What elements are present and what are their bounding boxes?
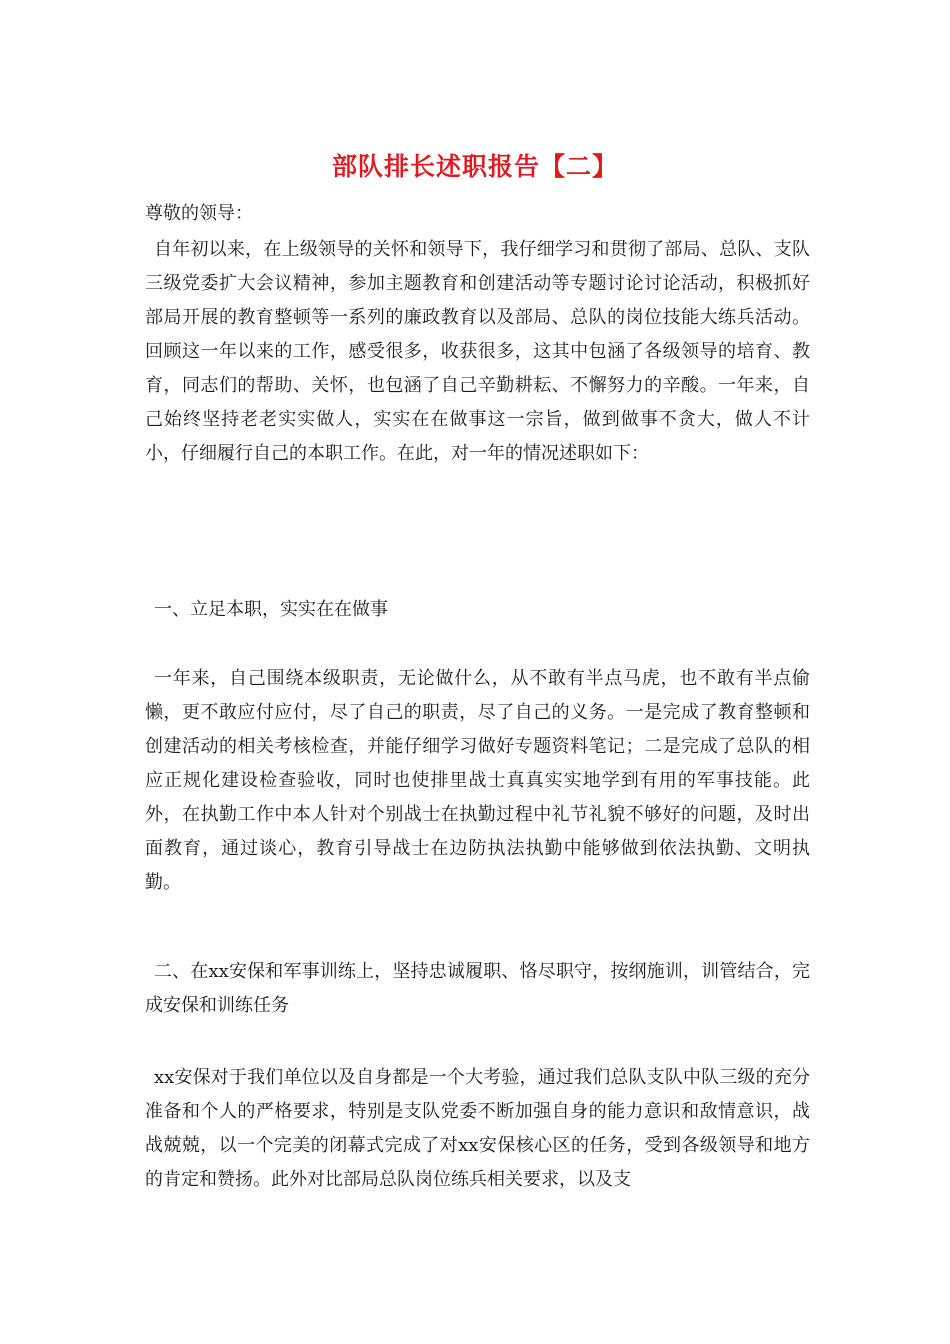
paragraph-section-2: xx安保对于我们单位以及自身都是一个大考验，通过我们总队支队中队三级的充分准备和个人的严格要求，特别是支队党委不断加强自身的能力意识和敌情意识，战战兢兢，以一个完美的闭幕式完成了对xx安保核心区的任务，受到各级领导和地方的肯定和赞扬。此外对比部局总队岗位练兵相关要求，以及支: [145, 1067, 810, 1190]
section-heading-2: 二、在xx安保和军事训练上，坚持忠诚履职、恪尽职守，按纲施训，训管结合，完成安保和训练任务: [145, 961, 810, 1016]
section-heading-1: 一、立足本职，实实在在做事: [154, 599, 388, 620]
salutation: 尊敬的领导：: [145, 203, 253, 224]
paragraph-intro: 自年初以来，在上级领导的关怀和领导下，我仔细学习和贯彻了部局、总队、支队三级党委扩大会议精神，参加主题教育和创建活动等专题讨论讨论活动，积极抓好部局开展的教育整顿等一系列的廉政教育以及部局、总队的岗位技能大练兵活动。回顾这一年以来的工作，感受很多，收获很多，这其中包涵了各级领导的培育、教育，同志们的帮助、关怀，也包涵了自己辛勤耕耘、不懈努力的辛酸。一年来，自己始终坚持老老实实做人，实实在在做事这一宗旨，做到做事不贪大，做人不计小，仔细履行自己的本职工作。在此，对一年的情况述职如下：: [145, 239, 810, 464]
document-title: 部队排长述职报告【二】: [331, 152, 618, 181]
paragraph-section-1: 一年来，自己围绕本级职责，无论做什么，从不敢有半点马虎，也不敢有半点偷懒，更不敢应付应付，尽了自己的职责，尽了自己的义务。一是完成了教育整顿和创建活动的相关考核检查，并能仔细学习做好专题资料笔记；二是完成了总队的相应正规化建设检查验收，同时也使排里战士真真实实地学到有用的军事技能。此外，在执勤工作中本人针对个别战士在执勤过程中礼节礼貌不够好的问题，及时出面教育，通过谈心，教育引导战士在边防执法执勤中能够做到依法执勤、文明执勤。: [145, 668, 810, 893]
